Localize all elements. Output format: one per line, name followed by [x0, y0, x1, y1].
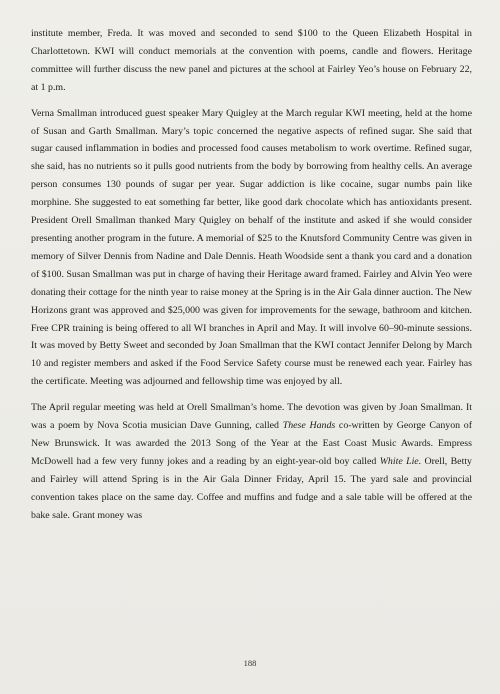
paragraph-text: institute member, Freda. It was moved and seconded to send $100 to the Queen Elizabeth Hospital in Charlottetown. KWI will conduct memorials at the convention with poems, candle and flowers. Heritage committee will further discuss the new panel and pictures at the school at Fairley Yeo’s house on February 22, at 1 p.m. — [31, 28, 472, 93]
italic-title-text: These Hands — [282, 420, 336, 432]
paragraph-text: The April regular meeting was held at Orell Smallman’s home. The devotion was given by Joan Smallman. It was a poem by Nova Scotia musician Dave Gunning, called — [31, 402, 472, 432]
paragraph-1 — [31, 25, 472, 97]
page-number: 188 — [243, 658, 257, 668]
paragraph-2 — [31, 105, 472, 392]
paragraph-text: Orell, Betty and Fairley will attend Spring is in the Air Gala Dinner Friday, April 15. The yard sale and provincial convention takes place on the same day. Coffee and muffins and fudge and a sale table will be offered at the bake sale. Grant money was — [31, 455, 472, 521]
body-text — [31, 25, 472, 532]
paragraph-3 — [31, 399, 472, 524]
paragraph-text: co-written by George Canyon of New Brunswick. It was awarded the 2013 Song of the Year at the East Coast Music Awards. Empress McDowell had a few very funny jokes and a reading by an eight-year-old boy called — [31, 420, 473, 467]
italic-title-text: White Lie. — [379, 455, 422, 467]
paragraph-text: Verna Smallman introduced guest speaker Mary Quigley at the March regular KWI meeting, held at the home of Susan and Garth Smallman. Mary’s topic concerned the negative aspects of refined sugar. She said that sugar caused inflammation in bodies and processed food causes metabolism to work overtime. Refined sugar, she said, has no nutrients so it pulls good nutrients from the body by borrowing from healthy cells. An average person consumes 130 pounds of sugar per year. Sugar addiction is like cocaine, sugar numbs pain like morphine. She suggested to eat something far better, like good dark chocolate which has antioxidants present. President Orell Smallman thanked Mary Quigley on behalf of the institute and asked if she would consider presenting another program in the future. A memorial of $25 to the Knutsford Community Centre was given in memory of Silver Dennis from Nadine and Dale Dennis. Heath Woodside sent a thank you card and a donation of $100. Susan Smallman was put in charge of having their Heritage award framed. Fairley and Alvin Yeo were donating their cottage for the ninth year to raise money at the Spring is in the Air Gala dinner auction. The New Horizons grant was approved and $25,000 was given for improvements for the sewage, bathroom and kitchen. Free CPR training is being offered to all WI branches in April and May. It will involve 60–90-minute sessions. It was moved by Betty Sweet and seconded by Joan Smallman that the KWI contact Jennifer Delong by March 10 and register members and asked if the Food Service Safety course must be renewed each year. Fairley has the certificate. Meeting was adjourned and fellowship time was enjoyed by all. — [31, 107, 472, 388]
